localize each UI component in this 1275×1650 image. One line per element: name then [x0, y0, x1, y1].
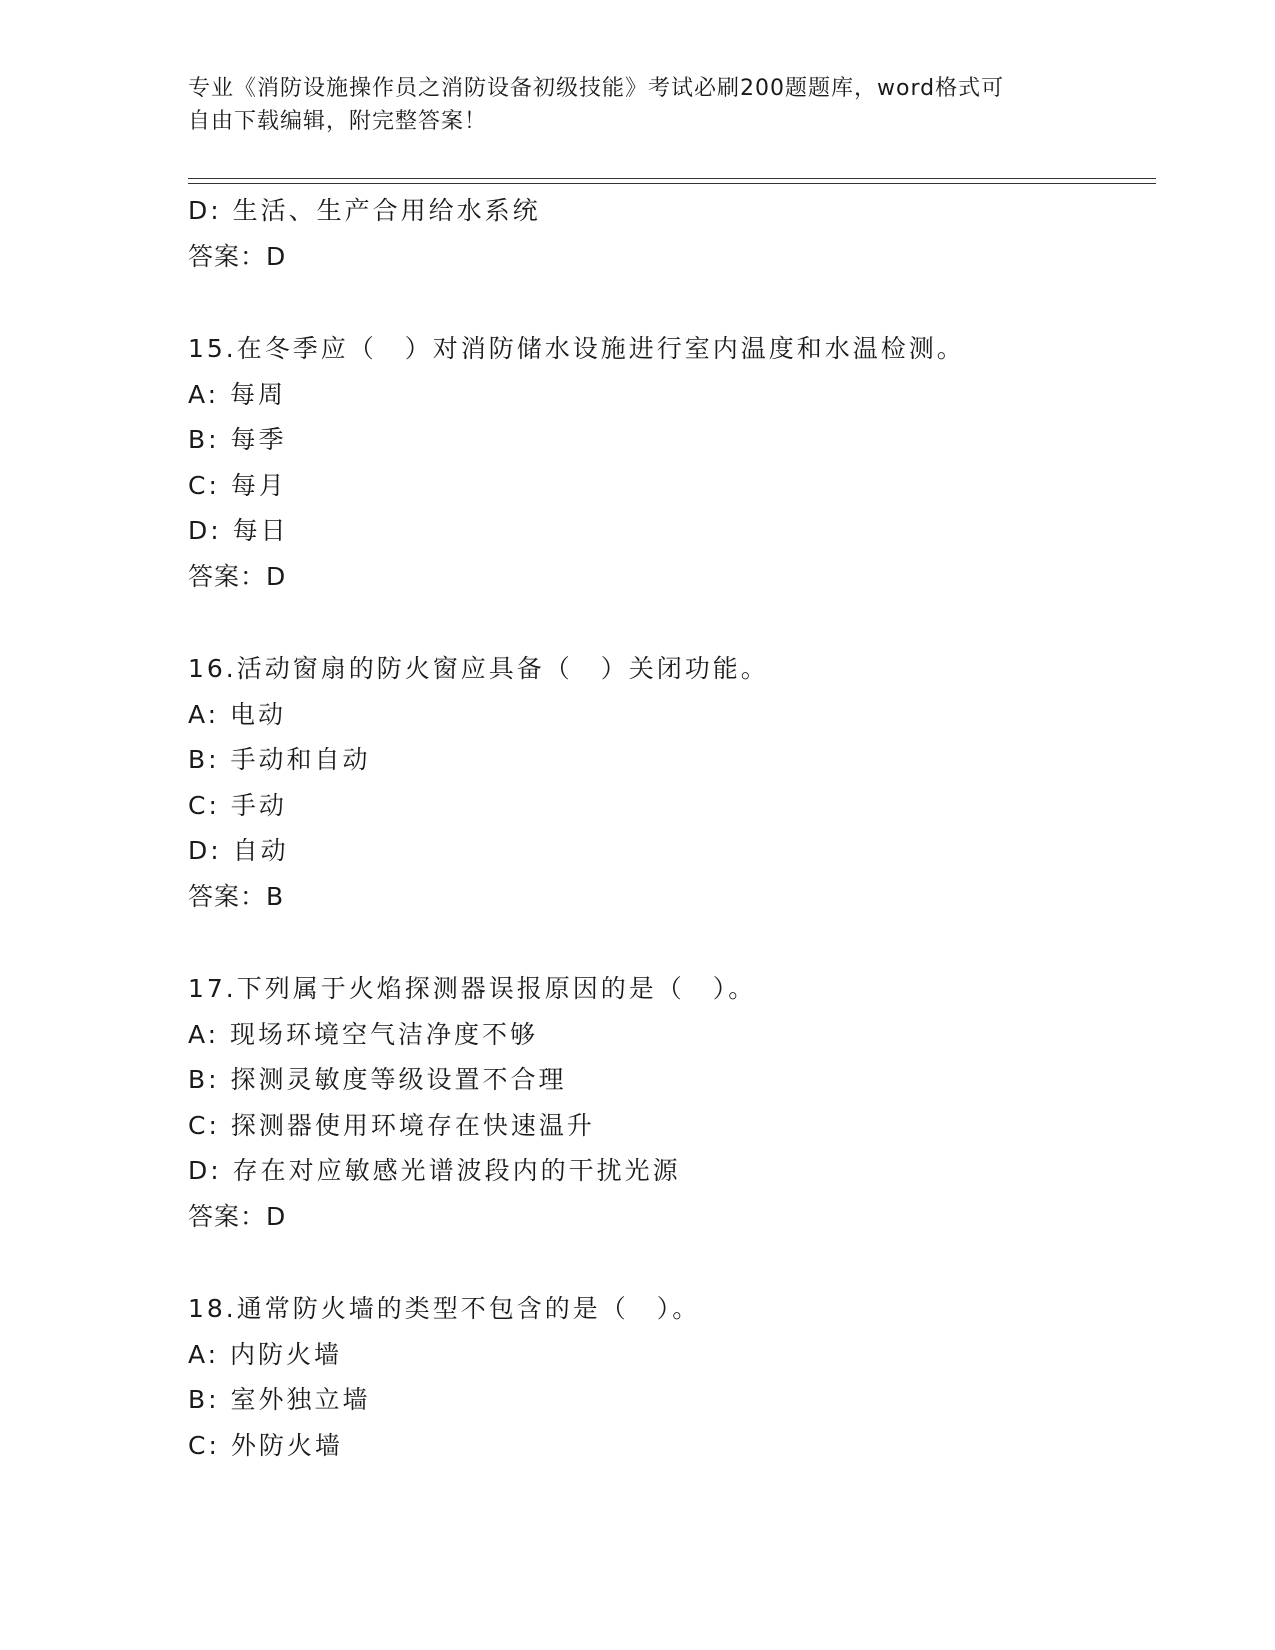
lead-option: D: 生活、生产合用给水系统	[188, 196, 541, 225]
spacer	[188, 599, 1156, 646]
option-d: D: 每日	[188, 516, 289, 545]
lead-answer: 答案：D	[188, 241, 287, 271]
document-header	[188, 72, 1088, 138]
question-16	[188, 646, 1156, 919]
answer: 答案：D	[188, 561, 287, 591]
spacer	[188, 1239, 1156, 1286]
question-17	[188, 966, 1156, 1239]
option-c: C: 探测器使用环境存在快速温升	[188, 1110, 595, 1140]
question-list	[188, 188, 1156, 1468]
question-18	[188, 1286, 1156, 1468]
option-d: D: 存在对应敏感光谱波段内的干扰光源	[188, 1156, 681, 1185]
option-b: B: 手动和自动	[188, 745, 371, 774]
question-stem: 16.活动窗扇的防火窗应具备（ ）关闭功能。	[188, 654, 769, 683]
option-c: C: 外防火墙	[188, 1430, 343, 1460]
option-a: A: 现场环境空气洁净度不够	[188, 1019, 539, 1049]
option-c: C: 每月	[188, 470, 287, 500]
question-15	[188, 326, 1156, 599]
question-stem: 18.通常防火墙的类型不包含的是（ ）。	[188, 1294, 701, 1323]
option-b: B: 室外独立墙	[188, 1385, 371, 1414]
header-line-1: 专业《消防设施操作员之消防设备初级技能》考试必刷200题题库，word格式可	[188, 76, 1005, 101]
option-c: C: 手动	[188, 790, 287, 820]
option-a: A: 内防火墙	[188, 1339, 343, 1369]
question-stem: 17.下列属于火焰探测器误报原因的是（ ）。	[188, 974, 757, 1003]
spacer	[188, 279, 1156, 326]
spacer	[188, 919, 1156, 966]
option-a: A: 电动	[188, 699, 287, 729]
header-line-2: 自由下载编辑，附完整答案！	[188, 109, 488, 134]
option-a: A: 每周	[188, 379, 287, 409]
option-d: D: 自动	[188, 836, 289, 865]
question-stem: 15.在冬季应（ ）对消防储水设施进行室内温度和水温检测。	[188, 334, 965, 363]
header-divider-bottom	[188, 183, 1156, 184]
header-divider-top	[188, 178, 1156, 179]
option-b: B: 探测灵敏度等级设置不合理	[188, 1065, 567, 1094]
answer: 答案：B	[188, 881, 285, 911]
option-b: B: 每季	[188, 425, 287, 454]
answer: 答案：D	[188, 1201, 287, 1231]
